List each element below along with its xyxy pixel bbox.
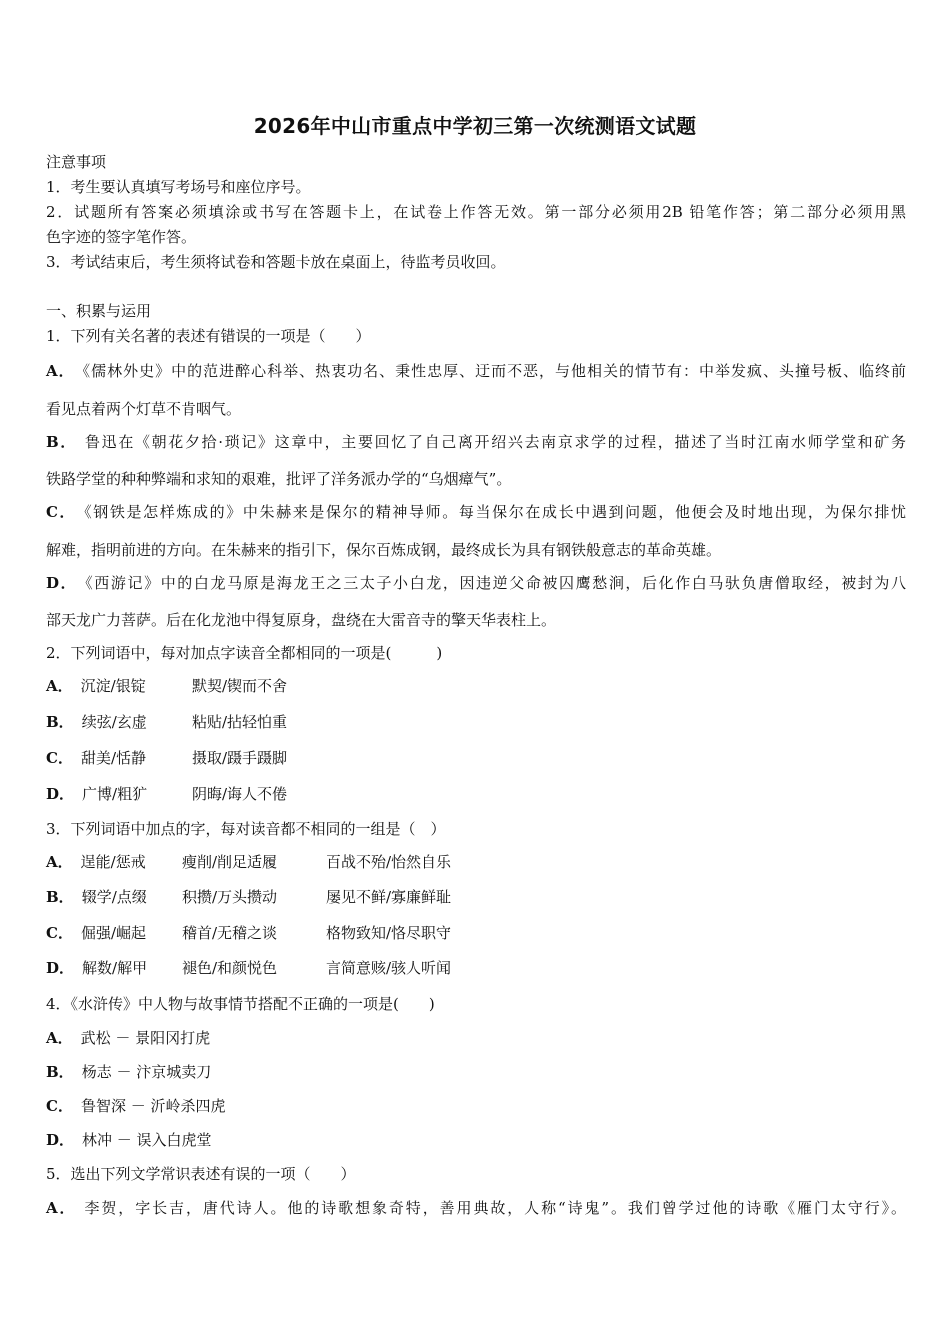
exam-title: 2026年中山市重点中学初三第一次统测语文试题 (253, 114, 697, 138)
q2-option-d (46, 783, 846, 805)
q1-option-d-line-2: 部天龙广力菩萨。后在化龙池中得复原身，盘绕在大雷音寺的擎天华表柱上。 (46, 611, 557, 629)
option-text: 《西游记》中的白龙马原是海龙王之三太子小白龙，因违逆父命被囚鹰愁涧，后化作白马驮负唐僧取经，被封为八 (85, 574, 906, 592)
q5-option-a (46, 1197, 906, 1219)
option-word-2: 瘦削/削足适履 (182, 853, 278, 871)
notice-item-3: 3．考试结束后，考生须将试卷和答题卡放在桌面上，待监考员收回。 (46, 253, 506, 271)
option-label: C． (46, 503, 77, 521)
q1-option-a-line-2: 看见点着两个灯草不肯咽气。 (46, 400, 242, 418)
q1-option-c-line-1 (46, 501, 906, 523)
option-label: B． (46, 1063, 74, 1081)
q4-option-b (46, 1061, 211, 1083)
option-word-1: 倔强/崛起 (80, 924, 147, 942)
option-word-3: 格物致知/恪尽职守 (326, 924, 452, 942)
option-word-2: 稽首/无稽之谈 (182, 924, 278, 942)
q3-option-c (46, 922, 846, 944)
option-text: 林冲 － 误入白虎堂 (82, 1131, 212, 1149)
q3-option-a (46, 851, 846, 873)
option-label: D． (46, 959, 75, 977)
option-word-3: 百战不殆/怡然自乐 (326, 853, 452, 871)
option-word-1: 续弦/玄虚 (81, 713, 147, 731)
q2-option-b (46, 711, 846, 733)
notice-item-2: 2．试题所有答案必须填涂或书写在答题卡上，在试卷上作答无效。第一部分必须用2B 铅笔作答；第二部分必须用黑 (46, 203, 906, 221)
option-label: D． (46, 1131, 75, 1149)
option-word-2: 阴晦/诲人不倦 (192, 785, 288, 803)
section-heading: 一、积累与运用 (46, 302, 152, 320)
option-word-1: 甜美/恬静 (80, 749, 147, 767)
option-word-1: 广博/粗犷 (82, 785, 148, 803)
q1-option-b-line-1 (46, 431, 906, 453)
option-text: 鲁迅在《朝花夕拾·琐记》这章中，主要回忆了自己离开绍兴去南京求学的过程，描述了当时江南水师学堂和矿务 (85, 433, 906, 451)
option-label: C． (46, 749, 73, 767)
q2-option-c (46, 747, 846, 769)
q4-option-a (46, 1027, 210, 1049)
option-label: A． (46, 362, 75, 380)
q4-option-c (46, 1095, 226, 1117)
option-label: A． (46, 1199, 77, 1217)
option-label: D． (46, 785, 75, 803)
option-word-2: 默契/锲而不舍 (192, 677, 288, 695)
option-label: C． (46, 924, 73, 942)
option-text: 武松 － 景阳冈打虎 (80, 1029, 211, 1047)
question-2-stem: 2．下列词语中，每对加点字读音全都相同的一项是( ) (46, 644, 443, 662)
q1-option-c-line-2: 解难，指明前进的方向。在朱赫来的指引下，保尔百炼成钢，最终成长为具有钢铁般意志的革命英雄。 (46, 541, 722, 559)
q2-option-a (46, 675, 846, 697)
option-word-3: 言简意赅/骇人听闻 (326, 959, 452, 977)
notice-item-1: 1．考生要认真填写考场号和座位序号。 (46, 178, 311, 196)
option-label: B． (46, 433, 77, 451)
notice-heading: 注意事项 (46, 153, 107, 171)
q4-option-d (46, 1129, 212, 1151)
question-1-stem: 1．下列有关名著的表述有错误的一项是（ ） (46, 327, 371, 345)
option-word-1: 辍学/点缀 (81, 888, 147, 906)
option-label: C． (46, 1097, 73, 1115)
q1-option-d-line-1 (46, 572, 906, 594)
option-word-2: 褪色/和颜悦色 (182, 959, 278, 977)
notice-item-2-cont: 色字迹的签字笔作答。 (46, 228, 197, 246)
option-label: D． (46, 574, 78, 592)
option-label: A． (46, 677, 73, 695)
option-text: 李贺，字长吉，唐代诗人。他的诗歌想象奇特，善用典故，人称“诗鬼”。我们曾学过他的诗歌《雁门太守行》。 (84, 1199, 907, 1217)
option-text: 《钢铁是怎样炼成的》中朱赫来是保尔的精神导师。每当保尔在成长中遇到问题，他便会及时地出现，为保尔排忧 (84, 503, 906, 521)
option-word-2: 粘贴/拈轻怕重 (192, 713, 288, 731)
option-label: B． (46, 713, 74, 731)
option-word-3: 屡见不鲜/寡廉鲜耻 (326, 888, 452, 906)
q1-option-b-line-2: 铁路学堂的种种弊端和求知的艰难，批评了洋务派办学的“乌烟瘴气”。 (46, 470, 512, 488)
question-5-stem: 5．选出下列文学常识表述有误的一项（ ） (46, 1165, 356, 1183)
option-text: 鲁智深 － 沂岭杀四虎 (80, 1097, 226, 1115)
option-word-1: 逞能/惩戒 (80, 853, 146, 871)
question-4-stem: 4．《水浒传》中人物与故事情节搭配不正确的一项是( ) (46, 995, 435, 1013)
option-label: A． (46, 853, 73, 871)
option-text: 杨志 － 汴京城卖刀 (81, 1063, 212, 1081)
option-label: A． (46, 1029, 73, 1047)
option-word-2: 积攒/万头攒动 (182, 888, 278, 906)
q3-option-b (46, 886, 846, 908)
q3-option-d (46, 957, 846, 979)
option-word-1: 沉淀/银锭 (80, 677, 146, 695)
option-word-1: 解数/解甲 (82, 959, 148, 977)
option-word-2: 摄取/蹑手蹑脚 (192, 749, 288, 767)
q1-option-a-line-1 (46, 360, 906, 382)
option-label: B． (46, 888, 74, 906)
question-3-stem: 3．下列词语中加点的字，每对读音都不相同的一组是（ ） (46, 820, 446, 838)
option-text: 《儒林外史》中的范进醉心科举、热衷功名、秉性忠厚、迂而不恶，与他相关的情节有：中举发疯、头撞号板、临终前 (82, 362, 906, 380)
